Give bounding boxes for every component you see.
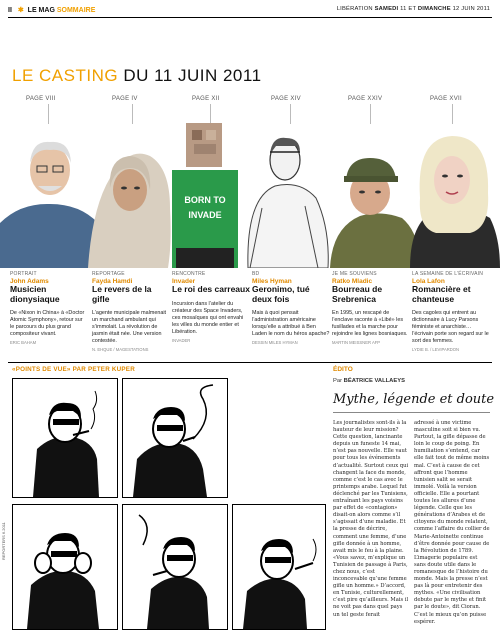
date-mid: 11 ET [400,6,417,12]
item-credit: INVADER [172,337,191,343]
item-name: Invader [172,278,196,285]
page-label: PAGE XII [192,96,220,102]
item-credit: N. EHQUE / MAGESTATIONS [92,347,149,352]
item-headline: Bourreau de Srebrenica [332,284,383,304]
comic-panel-1 [12,378,118,498]
day-2: DIMANCHE [417,6,451,12]
item-text: L’agente municipale malmenait un marchand ambulant qui s’immolait. La révolution de jasmin était née. Une version contestée. [92,310,167,344]
byline-prefix: Par [333,378,343,384]
star-icon: ✱ [17,7,24,14]
page-label: PAGE IV [112,96,138,102]
item-name: Ratko Mladic [332,278,373,285]
casting-photos [0,118,500,268]
portrait-invader [172,123,238,268]
edito-byline [333,378,405,384]
item-category: RENCONTRE [172,271,206,277]
comic-panel-4 [122,504,228,630]
item-credit: MARTIN MEISSNER AFP [332,340,381,345]
item-headline: Le revers de la gifle [92,284,152,304]
edito-title: Mythe, légende et doute [333,392,495,407]
edito-label: ÉDITO [333,366,353,373]
item-name: Miles Hyman [252,278,292,285]
svg-text:BORN TO: BORN TO [184,195,226,205]
item-category: LA SEMAINE DE L’ÉCRIVAIN [412,271,484,277]
edito-rule [333,412,490,413]
edito-author: BÉATRICE VALLAEYS [343,378,405,384]
date-end: 12 JUIN 2011 [452,6,490,12]
item-category: REPORTAGE [92,271,125,277]
item-category: PORTRAIT [10,271,37,277]
paper-name: LIBÉRATION [336,6,373,12]
casting-columns [0,271,500,361]
side-credit: REPORTERS 6.2011 [1,522,6,560]
page-title [12,66,262,86]
title-rest: DU 11 JUIN 2011 [123,66,262,85]
edito-column-1: Les journalistes sont-ils à la hauteur de leur mission? Cette question, lancinante depuis un funeste 14 mai, n’est pas nouvelle. Elle vaut pour tous les événements d’actualité. Surtout ceux qui changent la face du monde, comme c’est le cas avec le printemps arabe. Lequel fut déclenché par les Tunisiens, entraînant les pays voisins par effet de «contagion» disait-on alors comme s’il s’agissait d’une maladie. Et la presse de décrire, comment une femme, d’une gifle donnée à un homme, avait mis le feu à la plaine. «Vous savez, m’explique un Tunisien de passage à Paris, chez nous, c’est inconcevable qu’une femme gifle un homme.» D’accord, en Tunisie, culturellement, c’est pire qu’ailleurs. Mais il ne voit pas dans quel pays un tel geste ferait [333,420,409,618]
casting-item [252,271,330,345]
section-rule [8,362,492,363]
item-headline: Le roi des carreaux [172,284,250,294]
issue-date [337,6,490,12]
casting-item [92,271,170,352]
comic-panel-3 [12,504,118,630]
header-rule [8,17,492,18]
item-headline: Romancière et chanteuse [412,284,471,304]
item-credit: ERIC BAHAM [10,340,37,345]
portrait-miles-hyman [248,138,328,268]
casting-item [332,271,410,345]
page-label: PAGE XIV [271,96,301,102]
title-accent: LE CASTING [12,66,119,85]
comic-panel-5 [232,504,326,630]
item-category: BD [252,271,260,277]
edito-column-2: adressé à une victime masculine soit si bien vu. Partout, la gifle dépasse de loin le coup de poing. En humiliation s’entend, car elle fait tout de même moins mal. C’est à cause de cet affront que l’homme tunisien salit se serait immolé. Voilà la version officielle. Elle a pourtant toutes les allures d’une légende. Celle que les générations d’Arabes et de citoyens du monde relatent, comme l’affaire du collier de Marie-Antoinette continue d’être donnée pour cause de la Révolution de 1789. L’imagerie populaire est sans doute utile dans le romanesque de l’histoire du monde. Mais la presse n’est pas là pour entretenir des mythes. «Une civilisation debute par le mythe et finit par le doute», dit Cioran. C’est le mieux qu’on puisse espérer. [414,420,490,625]
item-headline: Geronimo, tué deux fois [252,284,310,304]
item-text: Mais à quoi pensait l’administration américaine lorsqu’elle a attribué à Ben Laden le nom du héros apache? [252,310,330,337]
portrait-fayda-hamdi [88,154,171,268]
item-name: Fayda Hamdi [92,278,133,285]
page-label: PAGE VIII [26,96,56,102]
casting-item [412,271,490,352]
portrait-john-adams [0,142,100,268]
svg-text:INVADE: INVADE [188,210,222,220]
portrait-lola-lafon [410,136,500,268]
item-category: JE ME SOUVIENS [332,271,377,277]
item-headline: Musicien dionysiaque [10,284,60,304]
item-text: En 1995, un rescapé de l’enclave raconte à «Libé» les fusillades et la marche pour rejoindre les lignes bosniaques. [332,310,408,337]
casting-item [10,271,88,345]
page-label: PAGE XVII [430,96,462,102]
item-name: Lola Lafon [412,278,445,285]
item-credit: LYDIE B. / LEVIPARDON [412,347,460,352]
page-label: PAGE XXIV [348,96,383,102]
page-header [8,6,95,14]
section-brand: LE MAG [27,7,55,14]
day-1: SAMEDI [374,6,399,12]
item-credit: DESSIN MILES HYMAN [252,340,298,345]
item-text: De «Nixon in China» à «Doctor Atomic Symphony», retour sur le parcours du plus grand compositeur vivant. [10,310,85,337]
portrait-ratko-mladic [330,158,420,268]
item-text: Incursion dans l’atelier du créateur des Space Invaders, ces mosaïques qui ont envahi les villes du monde entier et Libération. [172,300,244,335]
points-de-vue-title: «POINTS DE VUE» PAR PETER KUPER [12,366,135,373]
comic-panel-2 [122,378,228,498]
casting-item [172,271,250,343]
item-name: John Adams [10,278,49,285]
page-number: II [8,7,12,14]
section-sub: SOMMAIRE [56,7,96,14]
item-text: Des cagoles qui entrent au dictionnaire à Lucy Parsons féministe et anarchiste… l’écrivain porte son regard sur le sort des femmes. [412,310,489,344]
